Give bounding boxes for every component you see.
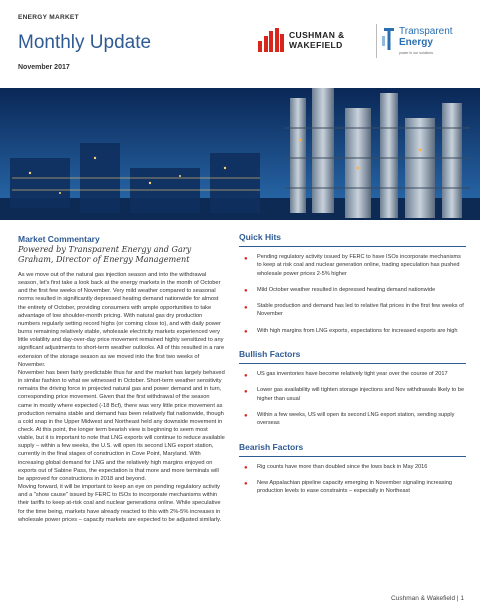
bullish-factor-item: ● Within a few weeks, US will open its second LNG export station, sending supply overseas (244, 411, 455, 427)
quick-hit-item: ● Stable production and demand has led to relative flat prices in the first few weeks of November (244, 303, 464, 318)
bullet-icon: ● (244, 304, 248, 311)
bullish-factor-item: ● US gas inventories have become relatively tight year over the course of 2017 (244, 371, 448, 379)
report-eyebrow: ENERGY MARKET (18, 14, 79, 21)
bullet-icon: ● (244, 255, 248, 262)
hero-refinery-image (0, 88, 480, 220)
bullet-icon: ● (244, 413, 248, 420)
te-mark-icon (382, 28, 396, 50)
quick-hit-item: ● Mild October weather resulted in depressed heating demand nationwide (244, 286, 436, 295)
cw-logo-line2: WAKEFIELD (289, 40, 343, 50)
bullish-factors-heading: Bullish Factors (239, 349, 301, 360)
bullet-icon: ● (244, 465, 248, 472)
bearish-factor-item: ● New Appalachian pipeline capacity emerging in November signaling increasing production levels to ease constraints – especially in Northeast (244, 479, 452, 495)
transparent-energy-logo (382, 26, 472, 60)
market-commentary-heading: Market Commentary (18, 234, 100, 244)
commentary-paragraph: As we move out of the natural gas injection season and into the withdrawal season, let's first take a look back at the energy markets in the month of October and the first few weeks of November. Very mild weather compared to seasonal norms resulted in significantly depressed heating demand nationwide for almost the entirety of October, providing consumers with ample opportunities to take advantage of low shoulder-month pricing. With natural gas dry production numbers regularly setting record highs (or coming close to), and with daily power burns remaining relatively stable, wholesale electricity markets experienced very little volatility and day-over-day price movement remained highly sensitized to any significant adjustments to short-term weather outlooks. All of this resulted in a rare extension of the storage season as we moved into the first two weeks of November. (18, 272, 225, 368)
bearish-factor-item: ● Rig counts have more than doubled since the lows back in May 2016 (244, 463, 428, 472)
te-tagline: power in our solutions (399, 51, 434, 55)
bullet-icon: ● (244, 329, 248, 336)
te-logo-line1: Transparent (399, 26, 453, 37)
section-rule (239, 246, 466, 247)
section-rule (239, 363, 466, 364)
bullet-icon: ● (244, 372, 248, 379)
market-commentary-section (18, 234, 225, 524)
bullet-icon: ● (244, 481, 248, 488)
quick-hit-item: ● Pending regulatory activity issued by FERC to have ISOs incorporate mechanisms to keep at risk coal and nuclear generation online, trading speculation has pushed wholesale power prices 2-5% higher (244, 254, 461, 277)
section-rule (239, 456, 466, 457)
refinery-illustration (0, 88, 480, 220)
bullish-factor-item: ● Lower gas availability will tighten storage injections and Nov withdrawals likely to be higher than usual (244, 387, 465, 402)
commentary-paragraph: Moving forward, it will be important to keep an eye on pending regulatory activity and a "show cause" issued by FERC to ISOs to incorporate mechanisms within their tariffs to keep at-risk coal and nuclear generations online. While speculative for the time being, markets have already reacted to this with 2%-5% increases in wholesale power prices – capacity markets are expected to be adjusted similarly. (18, 484, 222, 523)
bullet-icon: ● (244, 288, 248, 295)
te-logo-line2: Energy (399, 37, 433, 48)
logo-divider (376, 24, 377, 58)
page-title: Monthly Update (18, 32, 152, 53)
commentary-paragraph: November has been fairly predictable thus far and the market has largely behaved in similar fashion to what we witnessed in October. Short-term weather sensitivity remains the driving force in projected natural gas and power demand and in turn, corresponding price movement. Given that the first withdrawal of the season came in mostly where expected (-18 Bcf), there was very little price movement as production remains stable and demand has been relatively flat nationwide, though a cold snap in the Upper Midwest and Northeast held any downside movement in check. At this point, the longer term bearish view is beginning to seem most viable, but it is important to note that LNG exports will continue to reduce available supply – within a few weeks, the U.S. will open its second LNG export station, currently in the final stages of construction in Cove Point, Maryland. With increasing global demand for LNG and the relatively high margins enjoyed on exports out of Sabine Pass, the expectation is that more and more terminals will be approved for constructions in 2018 and beyond. (18, 369, 225, 482)
bullet-icon: ● (244, 388, 248, 395)
report-date: November 2017 (18, 64, 70, 71)
cw-bars-icon (258, 28, 284, 52)
bearish-factors-heading: Bearish Factors (239, 441, 304, 452)
market-commentary-byline: Powered by Transparent Energy and Gary Graham, Director of Energy Management (18, 244, 192, 264)
page-footer: Cushman & Wakefield | 1 (391, 595, 464, 602)
sidebar-factors (239, 232, 466, 503)
quick-hit-item: ● With high margins from LNG exports, expectations for increased exports are high (244, 327, 458, 336)
cw-logo-line1: CUSHMAN & (289, 30, 345, 40)
quick-hits-heading: Quick Hits (239, 232, 282, 242)
cushman-wakefield-logo (258, 26, 370, 56)
